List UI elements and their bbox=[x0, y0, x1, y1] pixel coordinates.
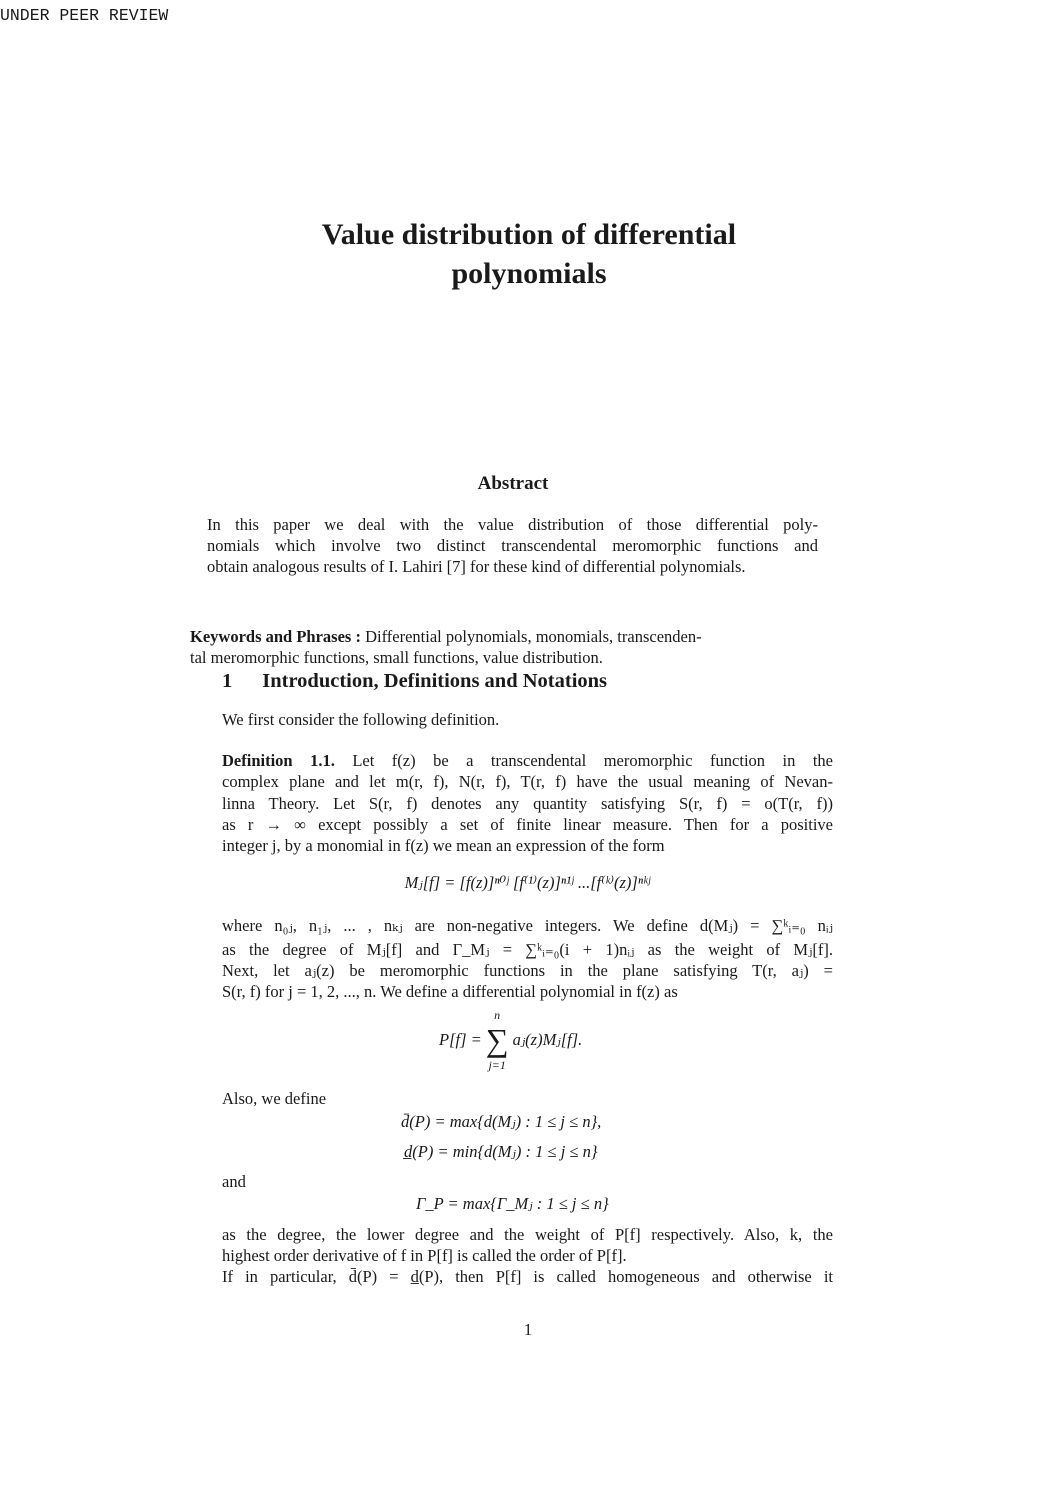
page-number: 1 bbox=[523, 1320, 533, 1339]
definition-line: complex plane and let m(r, f), N(r, f), T(r, f) have the usual meaning of Nevan- bbox=[222, 772, 833, 791]
equation-gamma: Γ_P = max{Γ_Mⱼ : 1 ≤ j ≤ n} bbox=[416, 1194, 609, 1213]
equation-monomial: Mⱼ[f] = [f(z)]ⁿ⁰ʲ [f⁽¹⁾(z)]ⁿ¹ʲ ...[f⁽ᵏ⁾(z)]ⁿᵏʲ bbox=[404, 873, 651, 892]
abstract-line: In this paper we deal with the value distribution of those differential poly- bbox=[207, 515, 818, 534]
text-line: Also, we define bbox=[222, 1089, 327, 1108]
abstract-line: nomials which involve two distinct transcendental meromorphic functions and bbox=[207, 536, 818, 555]
definition-line1 bbox=[222, 751, 833, 771]
text-line: Next, let aⱼ(z) be meromorphic functions in the plane satisfying T(r, aⱼ) = bbox=[222, 961, 833, 980]
keywords-line1 bbox=[190, 627, 800, 647]
keywords-label: Keywords and Phrases : bbox=[190, 627, 361, 646]
text-line: highest order derivative of f in P[f] is called the order of P[f]. bbox=[222, 1246, 627, 1265]
section-number: 1 bbox=[222, 670, 233, 692]
keywords-line2: tal meromorphic functions, small functions, value distribution. bbox=[190, 648, 603, 667]
equation-dbar: d̄(P) = max{d(Mⱼ) : 1 ≤ j ≤ n}, bbox=[401, 1112, 602, 1131]
definition-line: as r → ∞ except possibly a set of finite linear measure. Then for a positive bbox=[222, 815, 833, 834]
intro-text: We first consider the following definition. bbox=[222, 710, 500, 729]
equation-poly-upper: n bbox=[494, 1008, 501, 1022]
equation-poly-lhs: P[f] = bbox=[439, 1030, 482, 1049]
section-title: Introduction, Definitions and Notations bbox=[262, 670, 608, 692]
equation-dunder: d̲(P) = min{d(Mⱼ) : 1 ≤ j ≤ n} bbox=[404, 1142, 598, 1161]
text-line: where n₀ⱼ, n₁ⱼ, ... , nₖⱼ are non-negative integers. We define d(Mⱼ) = ∑ᵏᵢ₌₀ nᵢⱼ bbox=[222, 916, 833, 935]
abstract-line: obtain analogous results of I. Lahiri [7] for these kind of differential polynomials. bbox=[207, 557, 746, 576]
text-line: as the degree, the lower degree and the weight of P[f] respectively. Also, k, the bbox=[222, 1225, 833, 1244]
definition-line: linna Theory. Let S(r, f) denotes any quantity satisfying S(r, f) = o(T(r, f)) bbox=[222, 794, 833, 813]
text-line: and bbox=[222, 1172, 246, 1191]
equation-poly bbox=[439, 1008, 582, 1072]
equation-poly-rhs: aⱼ(z)Mⱼ[f]. bbox=[512, 1030, 583, 1049]
text-line: S(r, f) for j = 1, 2, ..., n. We define a differential polynomial in f(z) as bbox=[222, 982, 678, 1001]
section-heading bbox=[222, 669, 607, 693]
paper-title-line1: Value distribution of differential bbox=[321, 218, 737, 251]
definition-line: integer j, by a monomial in f(z) we mean an expression of the form bbox=[222, 836, 665, 855]
keywords-text: Differential polynomials, monomials, transcenden- bbox=[365, 627, 702, 646]
definition-label: Definition 1.1. bbox=[222, 751, 335, 770]
paper-title-line2: polynomials bbox=[451, 257, 607, 290]
equation-poly-lower: j=1 bbox=[488, 1058, 506, 1072]
definition-text: Let f(z) be a transcendental meromorphic function in the bbox=[352, 751, 833, 770]
abstract-heading: Abstract bbox=[477, 473, 549, 494]
summation bbox=[486, 1008, 509, 1072]
sigma-symbol: ∑ bbox=[485, 1022, 509, 1058]
under-peer-review-watermark: UNDER PEER REVIEW bbox=[0, 6, 169, 25]
text-line: If in particular, d̄(P) = d̲(P), then P[f] is called homogeneous and otherwise it bbox=[222, 1267, 833, 1286]
text-line: as the degree of Mⱼ[f] and Γ_Mⱼ = ∑ᵏᵢ₌₀(i + 1)nᵢⱼ as the weight of Mⱼ[f]. bbox=[222, 940, 833, 959]
